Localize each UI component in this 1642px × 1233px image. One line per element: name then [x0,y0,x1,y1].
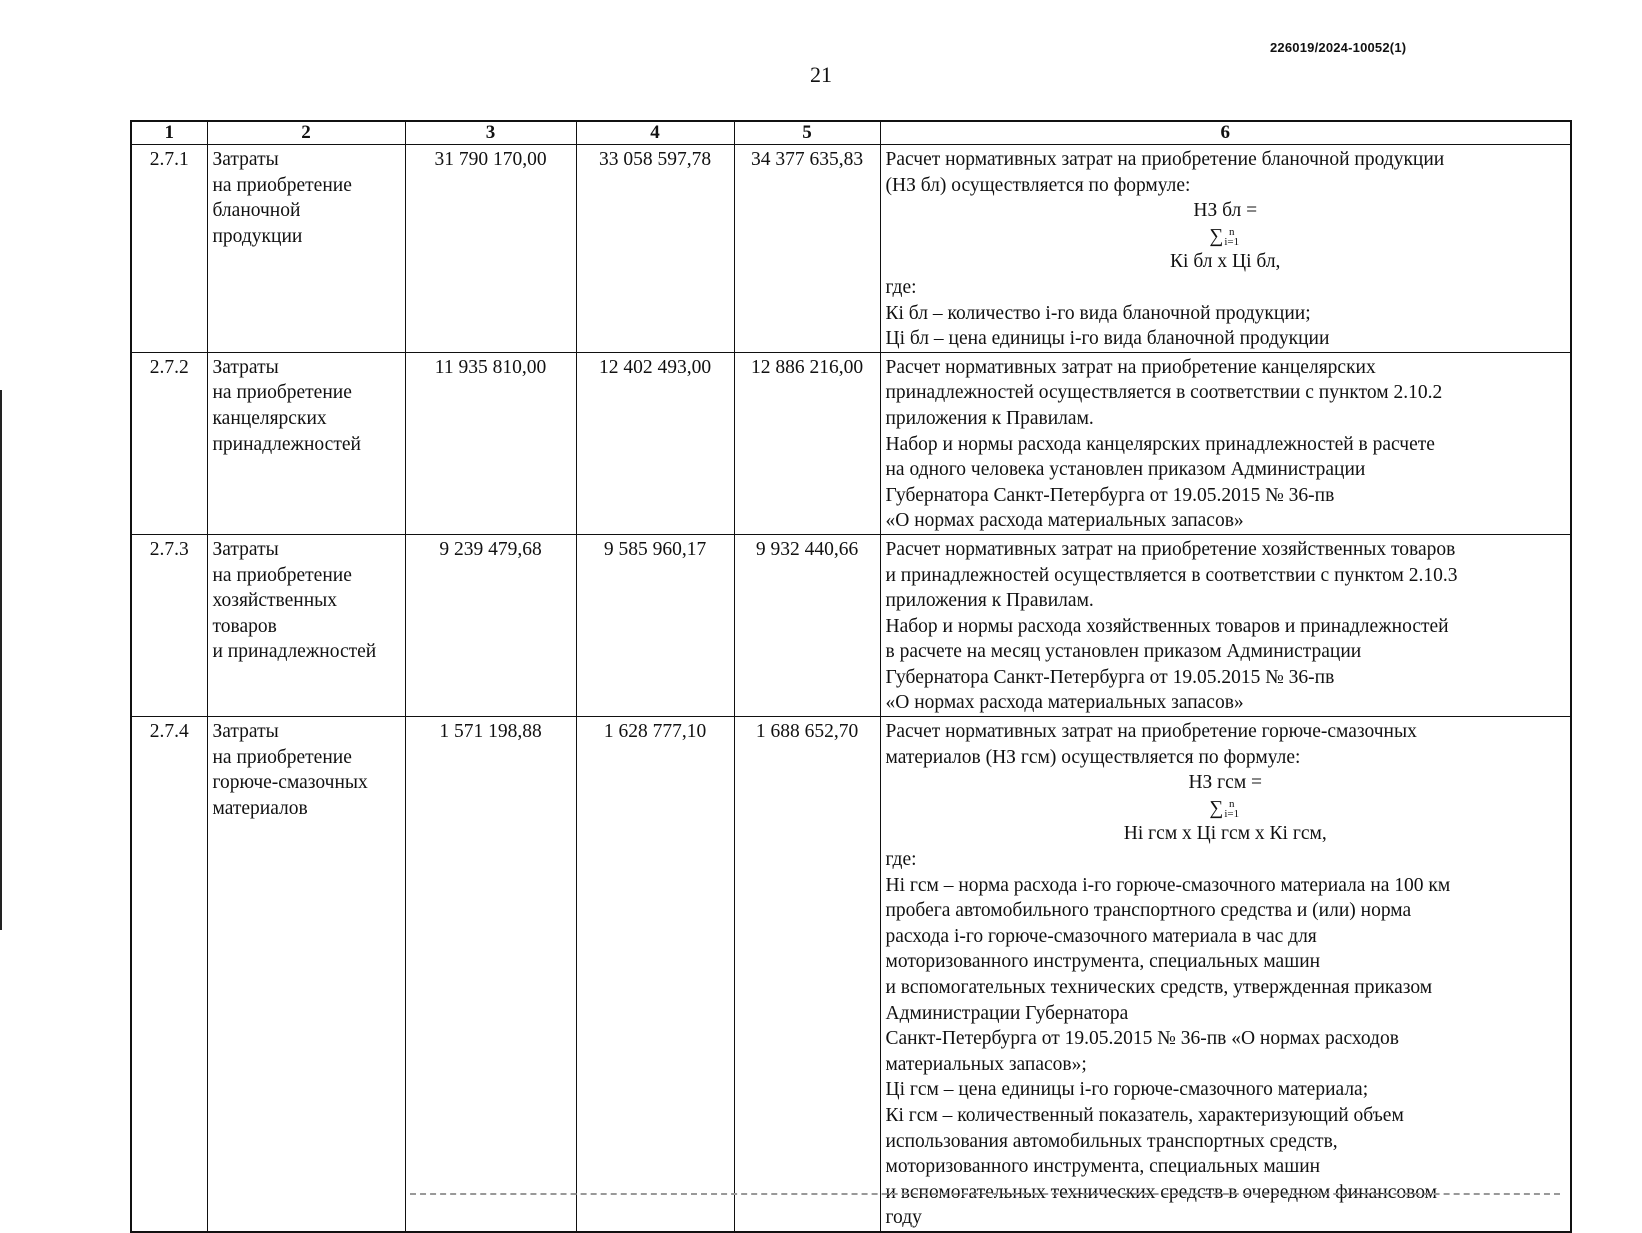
description-line: и принадлежностей осуществляется в соответствии с пунктом 2.10.3 [885,564,1458,586]
description-line: приложения к Правилам. [885,407,1094,429]
description-line: Расчет нормативных затрат на приобретение канцелярских [885,356,1376,378]
row-name-line: на приобретение [212,746,352,768]
row-description [880,145,1571,353]
description-line: использования автомобильных транспортных средств, [885,1130,1338,1152]
description-line: Набор и нормы расхода канцелярских принадлежностей в расчете [885,433,1435,455]
description-line: где: [885,849,917,871]
description-line: Расчет нормативных затрат на приобретение бланочной продукции [885,149,1445,170]
description-line: где: [885,276,917,298]
table-row [131,717,1571,1232]
description-line: «О нормах расхода материальных запасов» [885,692,1244,714]
amount-value: 9 585 960,17 [603,538,707,560]
amount-cell [576,717,734,1232]
description-line: Кi бл – количество i-го вида бланочной продукции; [885,302,1311,324]
description-line: в расчете на месяц установлен приказом Администрации [885,641,1362,663]
row-code-text: 2.7.2 [149,356,189,378]
formula-left: НЗ гсм = [1188,772,1263,794]
table-row [131,352,1571,534]
row-description [880,352,1571,534]
amount-cell [405,534,576,716]
amount-cell [734,352,880,534]
description-line: моторизованного инструмента, специальных машин [885,1156,1321,1178]
amount-value: 12 886 216,00 [750,356,864,378]
amount-value: 11 935 810,00 [434,356,547,378]
description-line: Цi бл – цена единицы i-го вида бланочной продукции [885,328,1330,350]
row-name-line: на приобретение [212,564,352,586]
description-line: Санкт-Петербурга от 19.05.2015 № 36-пв «О нормах расходов [885,1028,1399,1050]
row-name-line: принадлежностей [212,433,361,455]
column-header: 6 [880,121,1571,145]
table-row [131,534,1571,716]
formula [886,770,1566,847]
column-header: 4 [576,121,734,145]
amount-cell [405,145,576,353]
formula [886,198,1566,275]
description-line: (НЗ бл) осуществляется по формуле: [885,174,1191,196]
description-line: на одного человека установлен приказом Администрации [885,459,1366,481]
row-name-line: товаров [212,615,277,637]
column-header: 2 [207,121,405,145]
description-line: Расчет нормативных затрат на приобретение горюче-смазочных [885,721,1417,743]
sum-upper-limit: n [1228,797,1235,810]
row-name-line: хозяйственных [212,590,338,612]
row-name [207,534,405,716]
row-name-line: и принадлежностей [212,641,377,663]
amount-cell [576,352,734,534]
amount-value: 1 628 777,10 [603,721,707,743]
formula-right: Нi гсм х Цi гсм х Кi гсм, [1123,823,1327,845]
row-name-line: канцелярских [212,407,327,429]
column-header: 5 [734,121,880,145]
row-name-line: Затраты [212,149,279,170]
description-line: Губернатора Санкт-Петербурга от 19.05.2015 № 36-пв [885,484,1335,506]
row-name-line: продукции [212,225,303,247]
row-name [207,145,405,353]
description-line: Набор и нормы расхода хозяйственных товаров и принадлежностей [885,615,1449,637]
sum-lower-limit: i=1 [1224,235,1240,248]
amount-cell [734,534,880,716]
header-row [131,121,1571,145]
amount-value: 1 688 652,70 [755,721,859,743]
amount-value: 9 239 479,68 [439,538,542,560]
amount-value: 33 058 597,78 [598,149,712,170]
amount-cell [576,534,734,716]
page-number: 21 [810,62,832,87]
table-row [131,145,1571,353]
row-code-text: 2.7.3 [149,538,189,560]
row-name-line: материалов [212,797,308,819]
sigma-glyph: ∑ [1209,225,1224,247]
row-name-line: на приобретение [212,382,352,404]
description-line: Администрации Губернатора [885,1002,1129,1024]
description-line: материалов (НЗ гсм) осуществляется по формуле: [885,746,1301,768]
sigma-glyph: ∑ [1209,797,1224,819]
amount-value: 34 377 635,83 [750,149,864,170]
row-code [131,145,207,353]
amount-cell [734,145,880,353]
description-line: и вспомогательных технических средств в очередном финансовом [885,1181,1437,1203]
description-line: Расчет нормативных затрат на приобретение хозяйственных товаров [885,538,1456,560]
row-name-line: бланочной [212,200,301,222]
description-line: «О нормах расхода материальных запасов» [885,510,1244,532]
description-line: Нi гсм – норма расхода i-го горюче-смазочного материала на 100 км [885,874,1451,896]
amount-value: 12 402 493,00 [598,356,712,378]
description-line: материальных запасов»; [885,1053,1087,1075]
bottom-divider [410,1193,1560,1195]
formula-right: Кi бл х Цi бл, [1170,251,1281,273]
description-line: моторизованного инструмента, специальных машин [885,951,1321,973]
row-code-text: 2.7.4 [149,721,189,743]
amount-cell [405,352,576,534]
row-name-line: горюче-смазочных [212,772,368,794]
row-name-line: Затраты [212,356,279,378]
amount-value: 9 932 440,66 [755,538,859,560]
sum-limits [1224,799,1239,819]
description-line: Кi гсм – количественный показатель, характеризующий объем [885,1104,1404,1126]
description-line: принадлежностей осуществляется в соответствии с пунктом 2.10.2 [885,382,1443,404]
amount-cell [576,145,734,353]
description-line: году [885,1207,922,1229]
formula-left: НЗ бл = [1193,200,1258,222]
amount-value: 1 571 198,88 [439,721,542,743]
row-name [207,352,405,534]
row-code [131,717,207,1232]
sum-lower-limit: i=1 [1224,807,1240,820]
scan-edge-mark [0,390,2,930]
description-line: и вспомогательных технических средств, утвержденная приказом [885,977,1433,998]
row-name-line: на приобретение [212,174,352,196]
cost-table [130,120,1572,1233]
description-line: Губернатора Санкт-Петербурга от 19.05.2015 № 36-пв [885,666,1335,688]
description-line: расхода i-го горюче-смазочного материала в час для [885,925,1317,947]
amount-cell [405,717,576,1232]
amount-value: 31 790 170,00 [434,149,547,170]
document-id: 226019/2024-10052(1) [1270,40,1407,55]
row-name-line: Затраты [212,538,279,560]
row-code [131,352,207,534]
sum-symbol [1209,796,1241,822]
sum-symbol [1209,224,1241,250]
sum-upper-limit: n [1228,225,1235,238]
description-line: Цi гсм – цена единицы i-го горюче-смазочного материала; [885,1079,1369,1101]
row-description [880,717,1571,1232]
amount-cell [734,717,880,1232]
column-header: 3 [405,121,576,145]
row-name-line: Затраты [212,721,279,743]
sum-limits [1224,227,1239,247]
row-description [880,534,1571,716]
description-line: приложения к Правилам. [885,590,1094,612]
row-code [131,534,207,716]
column-header: 1 [131,121,207,145]
description-line: пробега автомобильного транспортного средства и (или) норма [885,900,1412,922]
row-code-text: 2.7.1 [149,149,189,170]
row-name [207,717,405,1232]
